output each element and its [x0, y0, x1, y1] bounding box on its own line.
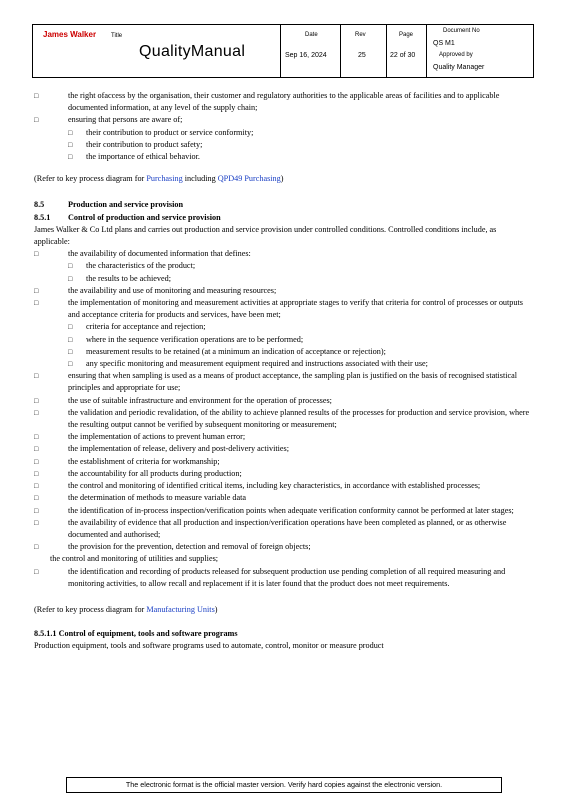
- purchasing-link[interactable]: Purchasing: [146, 174, 183, 184]
- bullet-icon: □: [34, 506, 39, 515]
- footer-notice: The electronic format is the official master version. Verify hard copies against the electronic version.: [66, 777, 502, 793]
- list-item: □ ensuring that persons are aware of;: [34, 114, 530, 126]
- list-item: □ the identification of in-process inspection/verification points when adequate verification conformity cannot be performed at later stages;: [34, 505, 530, 517]
- document-body: [34, 90, 530, 653]
- bullet-icon: □: [34, 543, 39, 552]
- page-value: 22 of 30: [390, 52, 416, 59]
- reference-line: (Refer to key process diagram for Manufacturing Units): [34, 604, 218, 614]
- list-item: □ the results to be achieved;: [34, 273, 530, 285]
- qpd49-purchasing-link[interactable]: QPD49 Purchasing: [217, 174, 281, 184]
- list-item: □ the availability of documented information that defines:: [34, 248, 530, 260]
- paragraph: Production equipment, tools and software programs used to automate, control, monitor or measure product: [34, 641, 384, 651]
- header-date-cell: [281, 25, 341, 77]
- document-header: [32, 24, 534, 78]
- bullet-icon: □: [34, 457, 39, 466]
- approved-label: Approved by: [439, 52, 473, 58]
- bullet-icon: □: [34, 433, 39, 442]
- bullet-icon: □: [34, 494, 39, 503]
- list-item: □ the availability of evidence that all production and inspection/verification operations have been completed as planned, or as otherwise documented and authorised;: [34, 517, 507, 539]
- bullet-icon: □: [34, 408, 39, 417]
- title-label: Title: [111, 33, 123, 39]
- bullet-icon: □: [68, 274, 73, 283]
- bullet-icon: □: [68, 128, 73, 137]
- bullet-icon: □: [34, 286, 39, 295]
- bullet-icon: □: [68, 323, 73, 332]
- list-item: □ criteria for acceptance and rejection;: [34, 321, 530, 333]
- list-item: □ the accountability for all products during production;: [34, 468, 530, 480]
- bullet-icon: □: [68, 360, 73, 369]
- section-heading: 8.5 Production and service provision: [34, 200, 184, 210]
- header-title-cell: [33, 25, 281, 77]
- document-title: QualityManual: [139, 43, 246, 60]
- brand-logo-text: James Walker: [43, 30, 97, 39]
- subsection-heading: 8.5.1 Control of production and service provision: [34, 212, 221, 222]
- bullet-icon: □: [34, 567, 39, 576]
- list-item: □ the importance of ethical behavior.: [34, 151, 530, 163]
- manufacturing-units-link[interactable]: Manufacturing Units: [146, 604, 215, 614]
- bullet-icon: □: [34, 299, 39, 308]
- bullet-icon: □: [34, 518, 39, 527]
- list-item: □ the implementation of monitoring and measurement activities at appropriate stages to verify that criteria for control of processes or outputs and acceptance criteria for products and services, have been met;: [34, 298, 523, 320]
- list-item: □ the validation and periodic revalidation, of the ability to achieve planned results of the processes for production and service provision, where the resulting output cannot be verified by subsequent monitoring or measurement;: [34, 407, 530, 430]
- bullet-icon: □: [68, 153, 73, 162]
- bullet-icon: □: [68, 262, 73, 271]
- bullet-icon: □: [68, 347, 73, 356]
- bullet-icon: □: [34, 482, 39, 491]
- bullet-icon: □: [34, 250, 39, 259]
- bullet-icon: □: [68, 335, 73, 344]
- doc-no-value: QS M1: [433, 40, 455, 47]
- list-item: □ the use of suitable infrastructure and environment for the operation of processes;: [34, 395, 530, 407]
- doc-no-label: Document No: [443, 28, 480, 34]
- list-item: □ measurement results to be retained (at a minimum an indication of acceptance or rejection);: [34, 346, 530, 358]
- list-item: □ their contribution to product safety;: [34, 139, 530, 151]
- bullet-icon: □: [68, 140, 73, 149]
- list-item: □ where in the sequence verification operations are to be performed;: [34, 334, 530, 346]
- list-item: □ the implementation of actions to prevent human error;: [34, 431, 530, 443]
- subsection-heading: 8.5.1.1 Control of equipment, tools and software programs: [34, 629, 238, 639]
- list-item: □ the characteristics of the product;: [34, 260, 530, 272]
- reference-line: (Refer to key process diagram for Purchasing including QPD49 Purchasing): [34, 174, 284, 184]
- list-item: □ the establishment of criteria for workmanship;: [34, 456, 530, 468]
- header-rev-cell: [341, 25, 387, 77]
- list-item: □ ensuring that when sampling is used as a means of product acceptance, the sampling plan is justified on the basis of recognised statistical principles and appropriate for use;: [34, 371, 518, 393]
- approved-value: Quality Manager: [433, 64, 485, 71]
- intro-paragraph: James Walker & Co Ltd plans and carries out production and service provision under controlled conditions. Controlled conditions include, as applicable:: [34, 224, 497, 247]
- bullet-icon: □: [34, 116, 39, 125]
- rev-value: 25: [358, 52, 366, 59]
- list-item: □ the implementation of release, delivery and post-delivery activities;: [34, 443, 530, 455]
- bullet-icon: □: [34, 396, 39, 405]
- bullet-icon: □: [34, 445, 39, 454]
- page-label: Page: [399, 32, 414, 38]
- date-value: Sep 16, 2024: [285, 52, 327, 59]
- date-label: Date: [305, 32, 318, 38]
- list-item: □ the provision for the prevention, detection and removal of foreign objects;: [34, 541, 530, 553]
- list-item: □ any specific monitoring and measurement equipment required and instructions associated with their use;: [34, 358, 530, 370]
- list-item: □ their contribution to product or service conformity;: [34, 127, 530, 139]
- list-item: □ the availability and use of monitoring and measuring resources;: [34, 285, 530, 297]
- bullet-icon: □: [34, 372, 39, 381]
- list-item: □ the control and monitoring of identified critical items, including key characteristics, in accordance with established processes;: [34, 480, 530, 492]
- list-item: □ the right ofaccess by the organisation, their customer and regulatory authorities to the applicable areas of facilities and to applicable documented information, at any level of the supply chain;: [34, 91, 500, 113]
- header-doc-cell: [427, 25, 533, 77]
- rev-label: Rev: [355, 32, 366, 38]
- list-item: □ the determination of methods to measure variable data: [34, 492, 530, 504]
- list-item: the control and monitoring of utilities and supplies;: [50, 554, 219, 564]
- list-item: □ the identification and recording of products released for subsequent production use pending completion of all required measuring and monitoring activities, to allow recall and replacement if it is later found that the product does not meet requirements.: [34, 566, 506, 588]
- bullet-icon: □: [34, 469, 39, 478]
- header-page-cell: [387, 25, 427, 77]
- bullet-icon: □: [34, 92, 39, 100]
